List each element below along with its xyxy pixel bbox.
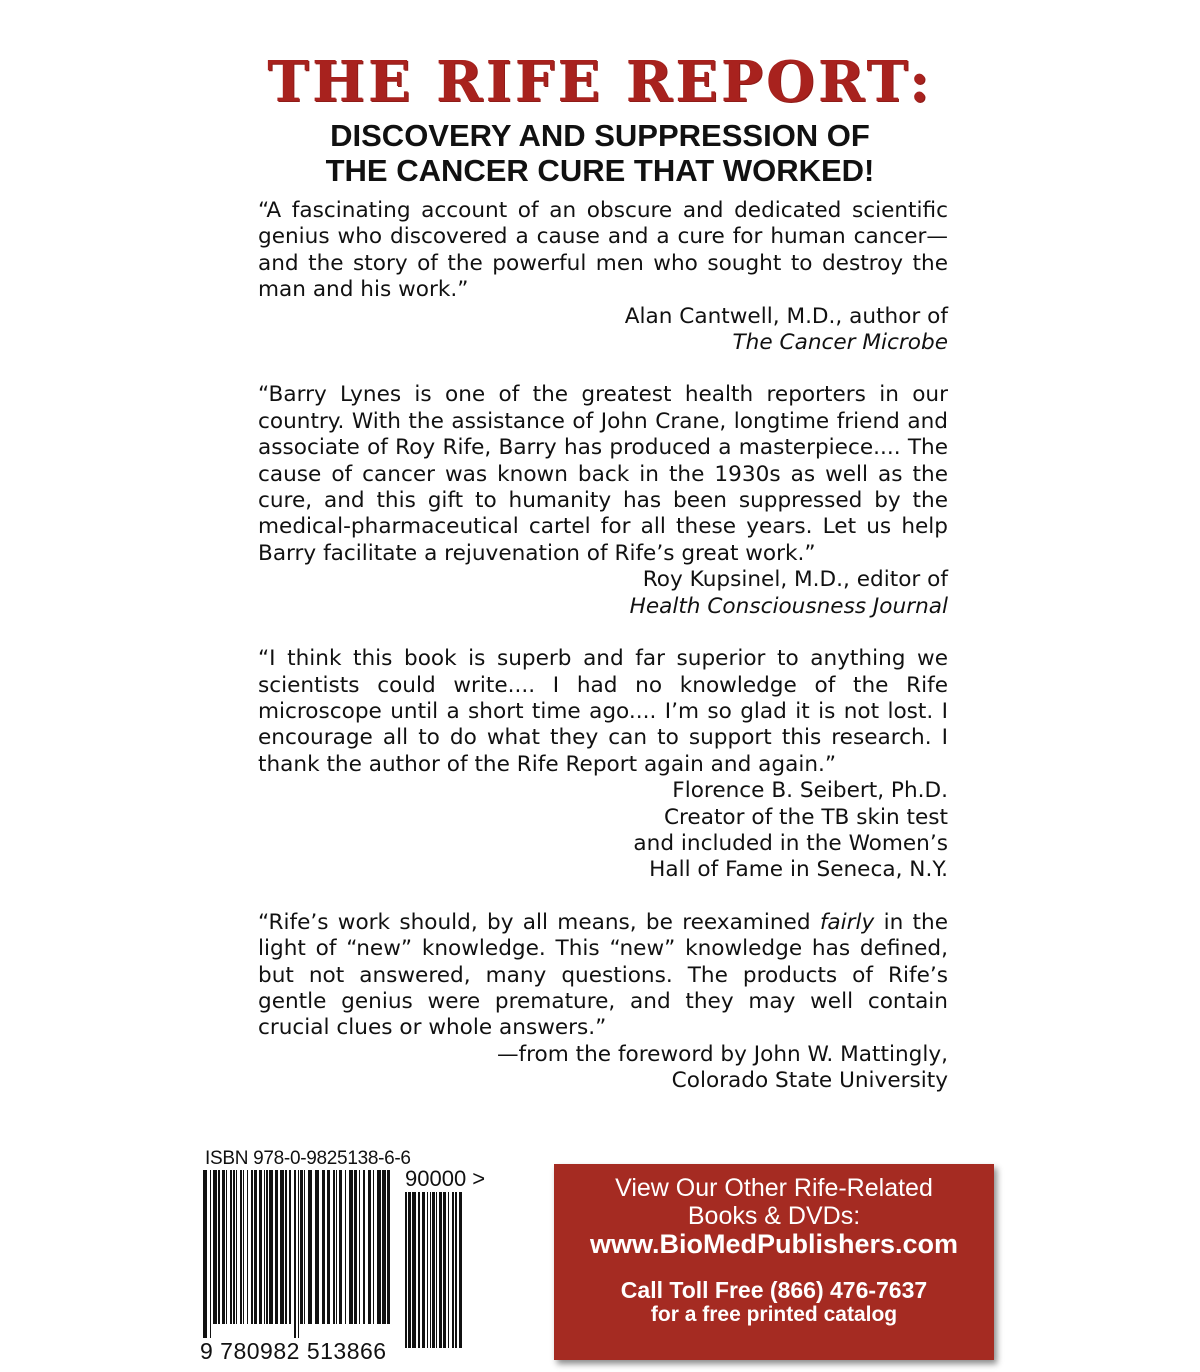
barcode-bar (266, 1170, 268, 1324)
barcode-bar (285, 1170, 287, 1324)
barcode-bar (269, 1170, 273, 1324)
barcode-bar (298, 1170, 299, 1338)
barcode-bar (373, 1170, 374, 1324)
attribution-mattingly (258, 1042, 948, 1095)
attribution-line: Alan Cantwell, M.D., author of (624, 303, 948, 329)
promo-website-link[interactable]: www.BioMedPublishers.com (589, 1229, 959, 1259)
barcode-bar (349, 1170, 353, 1324)
quote-text: “Rife’s work should, by all means, be reexamined (258, 909, 820, 935)
price-barcode (405, 1192, 465, 1362)
barcode-bar (443, 1192, 446, 1348)
attribution-book-title: The Cancer Microbe (732, 330, 948, 356)
attribution-line: and included in the Women’s (633, 830, 948, 856)
barcode-bar (336, 1170, 337, 1324)
price-code: 90000 > (405, 1166, 486, 1191)
quote-mattingly (258, 910, 948, 1042)
barcode-bar (345, 1170, 346, 1324)
barcode-bar (354, 1170, 357, 1324)
barcode-bar (294, 1170, 296, 1338)
barcode-bar (452, 1192, 454, 1348)
barcode-bar (218, 1170, 220, 1324)
attribution-line: Creator of the TB skin test (663, 804, 948, 830)
barcode-bar (405, 1192, 407, 1348)
book-subtitle (0, 118, 1200, 188)
barcode-bar (422, 1192, 425, 1348)
attribution-journal-title: Health Consciousness Journal (629, 593, 948, 619)
barcode-bar (408, 1192, 411, 1348)
promo-line-1: View Our Other Rife-Related (615, 1174, 933, 1202)
barcode-bar (251, 1170, 253, 1324)
barcode-bar (436, 1192, 437, 1348)
barcode-bar (275, 1170, 278, 1324)
barcode-bar (327, 1170, 330, 1324)
promo-line-2: Books & DVDs: (687, 1202, 861, 1230)
barcode-bar (264, 1170, 265, 1324)
barcode-bar (259, 1170, 262, 1324)
endorsements (258, 198, 948, 1095)
barcode-bar (387, 1170, 390, 1324)
barcode-bar (280, 1170, 284, 1324)
barcode-bar (210, 1170, 211, 1338)
quote-kupsinel: “Barry Lynes is one of the greatest health reporters in our country. With the assistance of John Crane, longtime friend and associate of Roy Rife, Barry has produced a masterpiece.... The cause of cancer was known back in the 1930s as well as the cure, and this gift to humanity has been suppressed by the medical-pharmaceutical cartel for all these years. Let us help Barry facilitate a rejuvenation of Rife’s great work.” (258, 382, 948, 566)
barcode-bar (230, 1170, 232, 1324)
quote-emphasis: fairly (819, 909, 875, 935)
isbn-barcode (203, 1170, 391, 1338)
attribution-line: Hall of Fame in Seneca, N.Y. (649, 857, 948, 883)
subtitle-line-1: DISCOVERY AND SUPPRESSION OF (330, 118, 870, 153)
barcode-bar (308, 1170, 312, 1324)
barcode-bar (222, 1170, 225, 1324)
barcode-bar (430, 1192, 431, 1348)
barcode-bar (236, 1170, 237, 1324)
isbn-label: ISBN 978-0-9825138-6-6 (205, 1148, 411, 1169)
attribution-line: Colorado State University (671, 1068, 948, 1094)
barcode-bar (359, 1170, 360, 1324)
attribution-cantwell (258, 304, 948, 357)
barcode-bar (322, 1170, 325, 1324)
barcode-bar (412, 1192, 416, 1348)
barcode-digits: 9 780982 513866 (200, 1338, 387, 1364)
barcode-bar (315, 1170, 319, 1324)
barcode-bar (427, 1192, 428, 1348)
barcode-bar (368, 1170, 371, 1324)
barcode-bar (240, 1170, 242, 1324)
quote-cantwell: “A fascinating account of an obscure and dedicated scientific genius who discovered a cause and a cure for human cancer—and the story of the powerful men who sought to destroy the man and his work.” (258, 198, 948, 303)
barcode-bar (300, 1170, 303, 1324)
barcode-bar (382, 1170, 386, 1324)
barcode-bar (377, 1170, 381, 1324)
barcode-bar (254, 1170, 257, 1324)
barcode-bar (448, 1192, 449, 1348)
promo-catalog: for a free printed catalog (650, 1303, 898, 1326)
barcode-bar (203, 1170, 207, 1338)
barcode-bar (455, 1192, 457, 1348)
barcode-bar (304, 1170, 305, 1324)
barcode-bar (333, 1170, 335, 1324)
barcode-bar (363, 1170, 365, 1324)
attribution-line: —from the foreword by John W. Mattingly, (496, 1041, 948, 1067)
publisher-promo-box (554, 1164, 994, 1360)
attribution-line: Roy Kupsinel, M.D., editor of (642, 567, 948, 593)
quote-seibert: “I think this book is superb and far superior to anything we scientists could write.... I had no knowledge of the Rife microscope until a short time ago.... I’m so glad it is not lost. I encourage all to do what they can to support this research. I thank the author of the Rife Report again and again.” (258, 646, 948, 777)
barcode-bar (226, 1170, 227, 1324)
barcode-bar (289, 1170, 291, 1324)
barcode-bar (339, 1170, 342, 1324)
barcode-bar (439, 1192, 442, 1348)
book-title: THE RIFE REPORT: (267, 49, 933, 115)
barcode-bar (459, 1192, 462, 1348)
barcode-bar (243, 1170, 244, 1324)
promo-phone: Call Toll Free (866) 476-7637 (620, 1277, 928, 1303)
quote-text: in the light of “new” knowledge. This “new” knowledge has defined, but not answered, many questions. The products of Rife’s gentle genius were premature, and they may well contain crucial clues or whole answers.” (258, 909, 948, 1041)
barcode-bar (432, 1192, 435, 1348)
subtitle-line-2: THE CANCER CURE THAT WORKED! (325, 153, 875, 188)
barcode-bar (213, 1170, 217, 1324)
barcode-bar (233, 1170, 235, 1324)
attribution-kupsinel (258, 567, 948, 620)
attribution-line: Florence B. Seibert, Ph.D. (672, 778, 948, 804)
barcode-bar (418, 1192, 420, 1348)
barcode-bar (247, 1170, 248, 1324)
attribution-seibert (258, 778, 948, 884)
